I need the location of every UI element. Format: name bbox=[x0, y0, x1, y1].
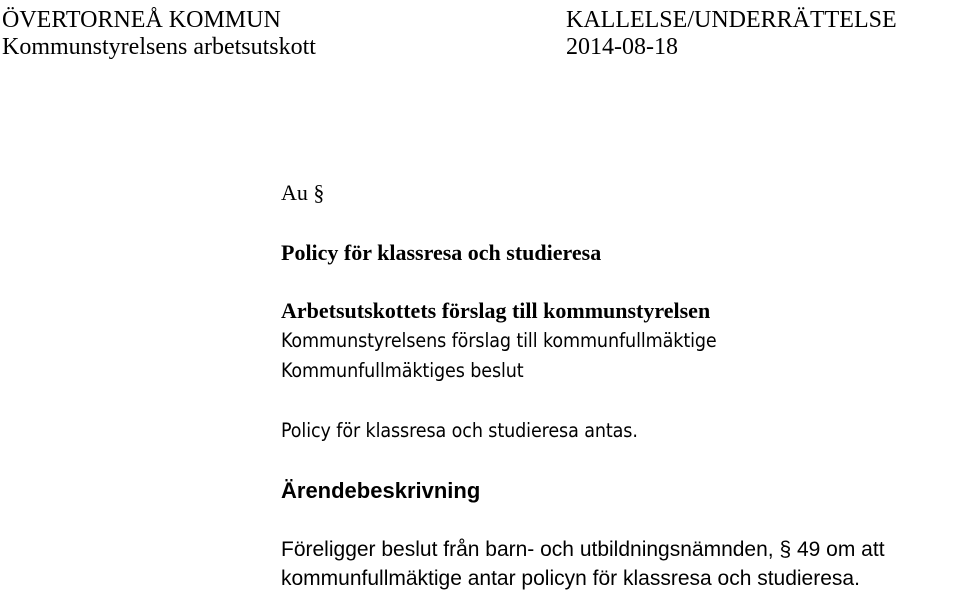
section-reference: Au § bbox=[281, 180, 325, 205]
ks-proposal-heading: Kommunstyrelsens förslag till kommunfullmäktige bbox=[281, 329, 717, 352]
kf-decision-heading: Kommunfullmäktiges beslut bbox=[281, 359, 524, 382]
decision-text: Policy för klassresa och studieresa antas. bbox=[281, 419, 638, 442]
proposal-heading: Arbetsutskottets förslag till kommunstyrelsen bbox=[281, 298, 711, 323]
organization-name: ÖVERTORNEÅ KOMMUN bbox=[2, 7, 281, 33]
document-type: KALLELSE/UNDERRÄTTELSE bbox=[566, 7, 897, 33]
description-line: kommunfullmäktige antar policyn för klassresa och studieresa. bbox=[281, 567, 860, 590]
item-title: Policy för klassresa och studieresa bbox=[281, 240, 602, 265]
document-date: 2014-08-18 bbox=[566, 34, 678, 60]
description-heading: Ärendebeskrivning bbox=[281, 478, 481, 503]
department-name: Kommunstyrelsens arbetsutskott bbox=[2, 34, 316, 60]
description-line: Föreligger beslut från barn- och utbildningsnämnden, § 49 om att bbox=[281, 538, 885, 561]
